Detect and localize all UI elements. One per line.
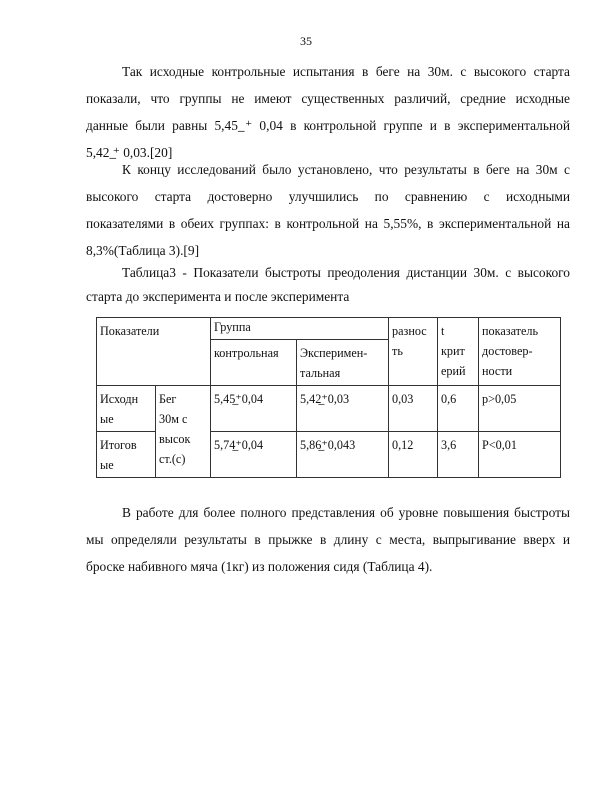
row-label: Итогов ые bbox=[97, 432, 156, 478]
header-difference: разнос ть bbox=[389, 318, 438, 386]
cell-experimental: 5,42̲⁺0,03 bbox=[297, 386, 389, 432]
header-t-criterion: t крит ерий bbox=[438, 318, 479, 386]
cell-difference: 0,12 bbox=[389, 432, 438, 478]
row-label: Исходн ые bbox=[97, 386, 156, 432]
cell-control: 5,45̲⁺0,04 bbox=[211, 386, 297, 432]
header-indicators: Показатели bbox=[97, 318, 211, 386]
header-experimental: Эксперимен- тальная bbox=[297, 340, 389, 386]
cell-p: p>0,05 bbox=[479, 386, 561, 432]
text-line: В работе для более полного представления об уровне повышения быстроты bbox=[122, 505, 570, 520]
cell-p: P<0,01 bbox=[479, 432, 561, 478]
results-table bbox=[96, 317, 561, 478]
text-line: показателями в обеих группах: в контрольной на 5,55%, в экспериментальной на bbox=[86, 216, 570, 231]
text-line: показали, что группы не имеют существенных различий, средние исходные bbox=[86, 91, 570, 106]
table-header-row bbox=[97, 318, 561, 340]
text-line: 5,42 ̲⁺ 0,03.[20] bbox=[86, 145, 173, 160]
text-line: высокого старта достоверно улучшились по сравнению с исходными bbox=[86, 189, 570, 204]
header-group: Группа bbox=[211, 318, 389, 340]
cell-control: 5,74̲⁺0,04 bbox=[211, 432, 297, 478]
cell-experimental: 5,86̲⁺0,043 bbox=[297, 432, 389, 478]
text-line: Таблица3 - Показатели быстроты преодоления дистанции 30м. с высокого bbox=[122, 265, 570, 280]
text-line: данные были равны 5,45 ̲⁺ 0,04 в контрольной группе и в экспериментальной bbox=[86, 118, 570, 133]
text-line: старта до эксперимента и после эксперимента bbox=[86, 289, 350, 304]
cell-t: 0,6 bbox=[438, 386, 479, 432]
table-row bbox=[97, 386, 561, 432]
text-line: броске набивного мяча (1кг) из положения сидя (Таблица 4). bbox=[86, 559, 433, 574]
header-significance: показатель достовер- ности bbox=[479, 318, 561, 386]
page-number: 35 bbox=[300, 34, 312, 48]
text-line: мы определяли результаты в прыжке в длину с места, выпрыгивание вверх и bbox=[86, 532, 570, 547]
text-line: 8,3%(Таблица 3).[9] bbox=[86, 243, 200, 258]
text-line: К концу исследований было установлено, что результаты в беге на 30м с bbox=[122, 162, 570, 177]
header-control: контрольная bbox=[211, 340, 297, 386]
cell-difference: 0,03 bbox=[389, 386, 438, 432]
text-line: Так исходные контрольные испытания в беге на 30м. с высокого старта bbox=[122, 64, 570, 79]
test-label: Бег 30м с высок ст.(с) bbox=[156, 386, 211, 478]
cell-t: 3,6 bbox=[438, 432, 479, 478]
